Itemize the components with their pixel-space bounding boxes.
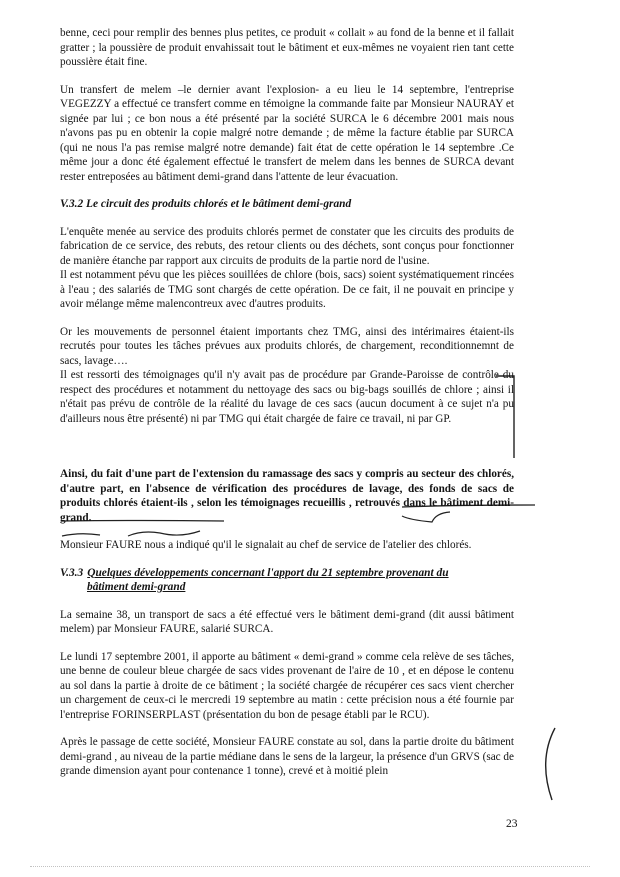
paragraph-3b: Il est notamment pévu que les pièces souillées de chlore (bois, sacs) soient systématiquement rincées à l'eau ; des salariés de TMG sont chargés de cette opération. De ce fait, il ne pouvait en principe y avoir mélange même malencontreux avec d'autres produits. <box>60 269 514 310</box>
document-page <box>60 26 514 779</box>
section-number: V.3.3 <box>60 566 84 579</box>
paragraph-9: Après le passage de cette société, Monsieur FAURE constate au sol, dans la partie droite du bâtiment demi-grand , au niveau de la partie médiane dans le sens de la largeur, la présence d'un GRVS (sac de grande dimension ayant pour contenance 1 tonne), crevé et à moitié plein <box>60 736 514 777</box>
paragraph-4a: Or les mouvements de personnel étaient importants chez TMG, ainsi des intérimaires étaient-ils recrutés pour toutes les tâches prévues aux produits chlorés, de chargement, reconditionnemnt de sacs, lavage…. <box>60 325 514 367</box>
paragraph-1: benne, ceci pour remplir des bennes plus petites, ce produit « collait » au fond de la benne et il fallait gratter ; la poussière de produit envahissait tout le bâtiment et eux-mêmes ne voyaient rien tant cette poussière était fine. <box>60 27 514 68</box>
paragraph-6: Monsieur FAURE nous a indiqué qu'il le signalait au chef de service de l'atelier des chlorés. <box>60 539 472 551</box>
paragraph-8: Le lundi 17 septembre 2001, il apporte au bâtiment « demi-grand » comme cela relève de ses tâches, une benne de couleur bleue chargée de sacs vides provenant de l'aire de 10 , et en dépose le contenu au sol dans la partie à droite de ce bâtiment ; la société chargée de récupérer ces sacs vient chercher un chargement de ceux-ci le mercredi 19 septembre au matin : cette précision nous a été fournie par l'entreprise FORINSERPLAST (présentation du bon de pesage établi par le RCU). <box>60 650 514 721</box>
paragraph-3a: L'enquête menée au service des produits chlorés permet de constater que les circuits des produits de fabrication de ce service, des rebuts, des retour clients ou des déchets, sont conçus pour fonctionner de manière étanche par rapport aux circuits de produits de la partie nord de l'usine. <box>60 225 514 267</box>
section-title-line1: Quelques développements concernant l'apport du 21 septembre provenant du <box>87 566 449 579</box>
paragraph-5-bold: Ainsi, du fait d'une part de l'extension du ramassage des sacs y compris au secteur des chlorés, d'autre part, en l'absence de vérification des procédures de lavage, des fonds de sacs de produits chlorés étaient-ils , selon les témoignages recueillis , retrouvés dans le bâtiment demi-grand. <box>60 468 514 524</box>
paragraph-2: Un transfert de melem –le dernier avant l'explosion- a eu lieu le 14 septembre, l'entreprise VEGEZZY a effectué ce transfert comme en témoigne la commande faite par Monsieur NAURAY et signée par lui ; ce bon nous a été présenté par la société SURCA le 6 décembre 2001 mais nous n'avons pas pu en obtenir la copie malgré notre demande ; de même la facture établie par SURCA (qui ne nous l'a pas remise malgré notre demande) fait état de cette opération le 14 septembre .Ce même jour a donc été également effectué le transfert de melem dans les bennes de SURCA devant rester entreposées au bâtiment demi-grand dans l'attente de leur évacuation. <box>60 83 514 183</box>
section-heading-v32: V.3.2 Le circuit des produits chlorés et le bâtiment demi-grand <box>60 198 352 210</box>
scan-footer-noise <box>30 866 590 869</box>
paragraph-7: La semaine 38, un transport de sacs a été effectué vers le bâtiment demi-grand (dit aussi bâtiment melem) par Monsieur FAURE, salarié SURCA. <box>60 608 514 635</box>
page-number: 23 <box>506 818 518 830</box>
section-heading-v33 <box>60 566 514 595</box>
parenthesis-mark <box>546 728 555 800</box>
section-title-line2: bâtiment demi-grand <box>87 581 186 593</box>
paragraph-4b: Il est ressorti des témoignages qu'il n'y avait pas de procédure par Grande-Paroisse de contrôle du respect des procédures et notamment du nettoyage des sacs ou big-bags souillés de chlore ; ainsi il n'était pas prévu de contrôle de la réalité du lavage de ces sacs (aucun document à ce sujet n'a pu d'ailleurs nous être présenté) ni par TMG qui était chargée de faire ce travail, ni par GP. <box>60 369 514 425</box>
